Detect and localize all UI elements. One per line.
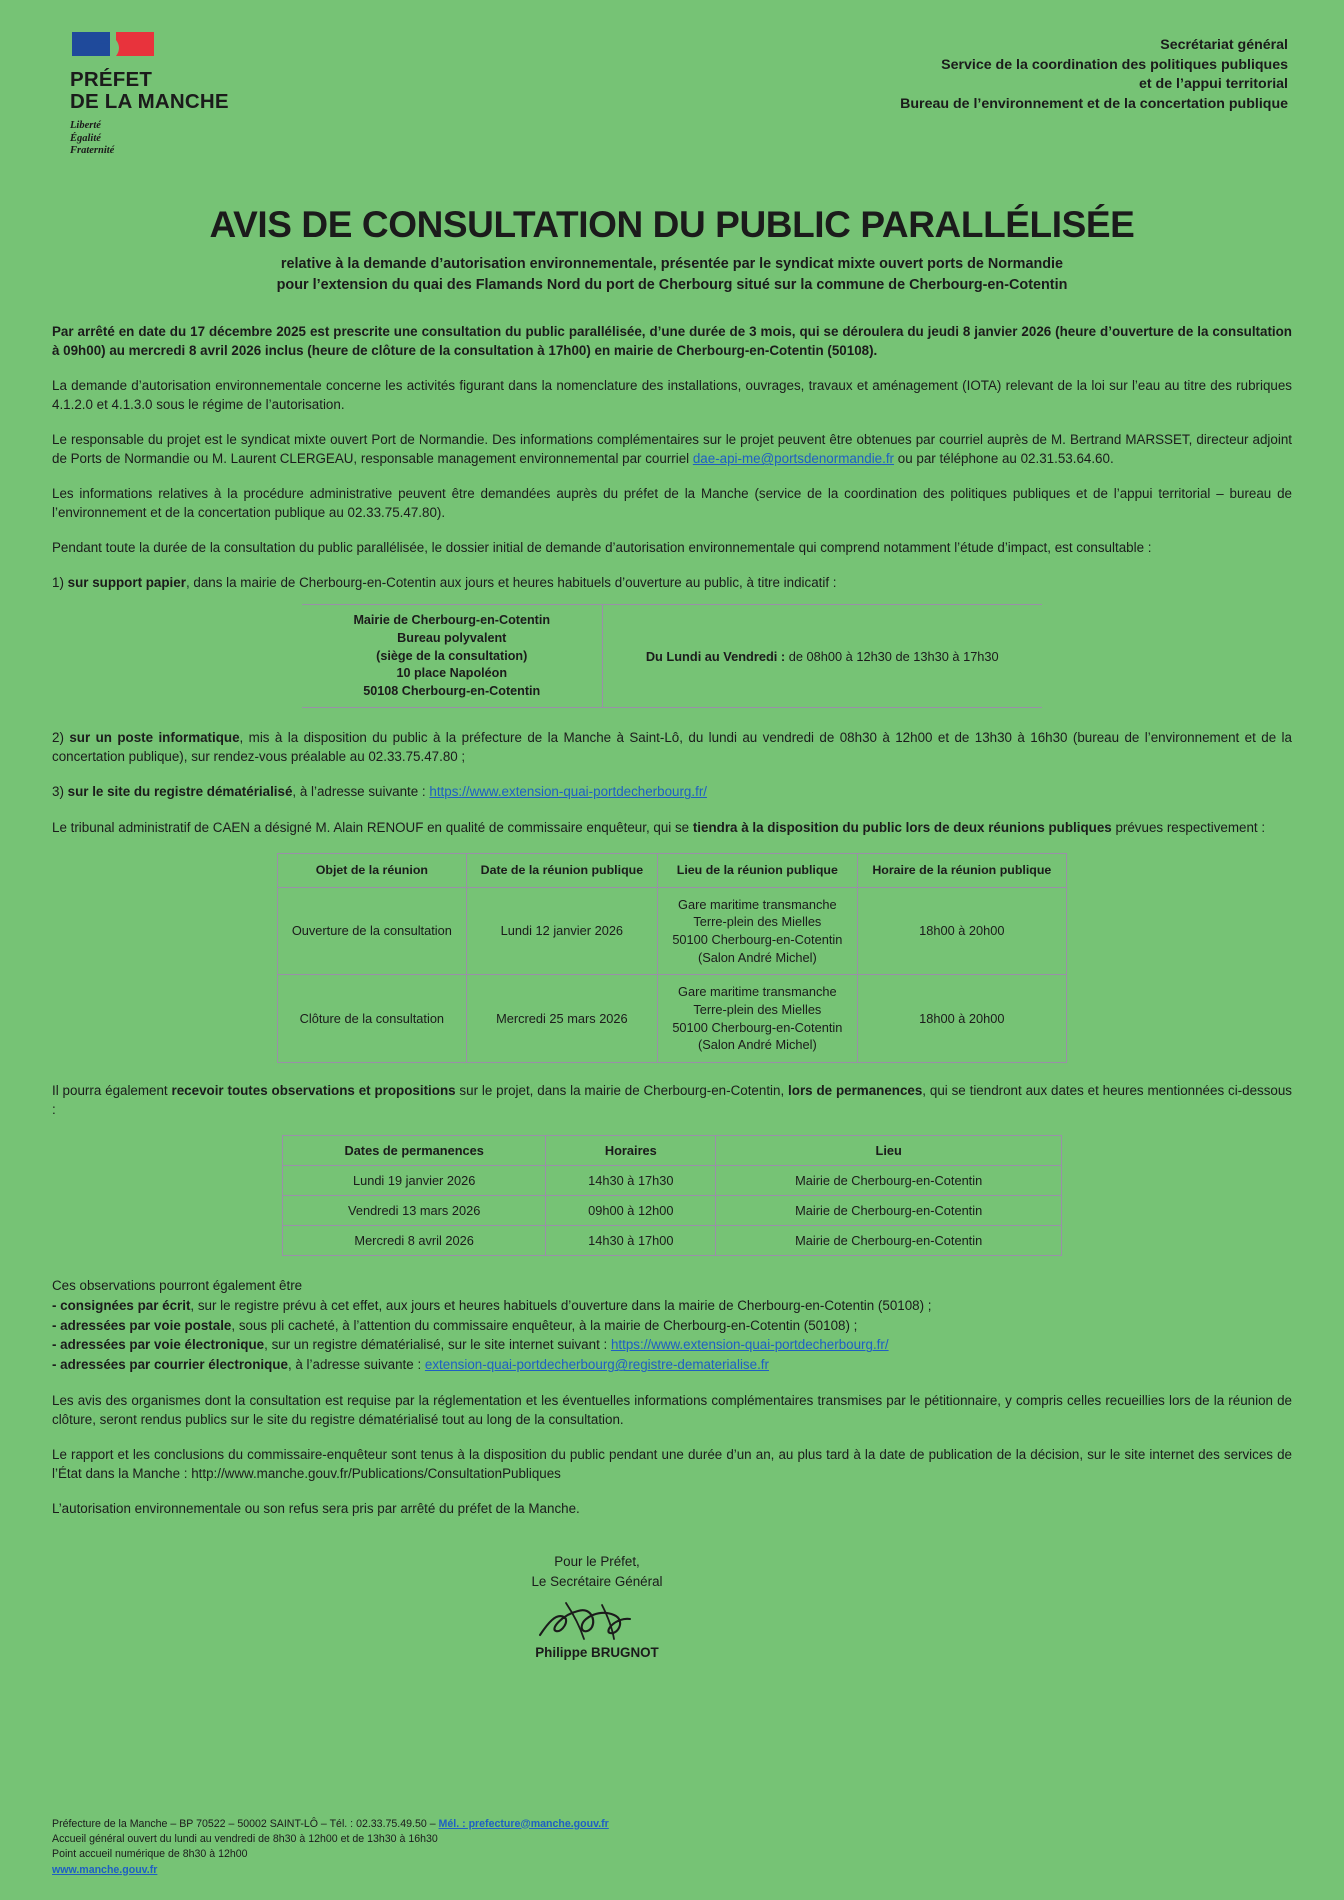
french-republic-flag-logo xyxy=(70,28,162,61)
email-link-dae-api-me[interactable]: dae-api-me@portsdenormandie.fr xyxy=(692,451,895,467)
bullet-courrier-electronique xyxy=(52,1355,1292,1375)
table-row xyxy=(302,605,1042,708)
public-meetings-table xyxy=(277,853,1067,1063)
p7-text-b: sur le projet, dans la mairie de Cherbourg-en-Cotentin, xyxy=(455,1082,789,1098)
republic-motto xyxy=(70,120,286,158)
permanence-cell-horaire: 14h30 à 17h30 xyxy=(546,1165,716,1195)
paragraph-responsable xyxy=(52,430,1292,468)
footer-line-3: Point accueil numérique de 8h30 à 12h00 xyxy=(52,1848,248,1861)
document-header xyxy=(0,0,1344,158)
permanence-cell-date: Vendredi 13 mars 2026 xyxy=(283,1195,546,1225)
permanence-cell-lieu: Mairie de Cherbourg-en-Cotentin xyxy=(716,1225,1062,1255)
table-row xyxy=(283,1165,1062,1195)
prefecture-branding xyxy=(56,28,286,158)
addr-line-2: Bureau polyvalent xyxy=(397,630,507,645)
mairie-address-table xyxy=(302,604,1042,708)
service-line-3: et de l’appui territorial xyxy=(1139,76,1288,93)
paragraph-rapport-conclusions: Le rapport et les conclusions du commissaire-enquêteur sont tenus à la disposition du public pendant une durée d’un an, au plus tard à la date de publication de la décision, sur le site internet des services de l’État dans la Manche : http://www.manche.gouv.fr/Publications/ConsultationPubliques xyxy=(52,1447,1292,1482)
permanence-cell-horaire: 14h30 à 17h00 xyxy=(546,1225,716,1255)
perm-header-dates: Dates de permanences xyxy=(283,1135,546,1165)
addr-line-4: 10 place Napoléon xyxy=(396,666,508,681)
signatory-name: Philippe BRUGNOT xyxy=(535,1645,659,1661)
bullet-2-bold: - adressées par voie postale xyxy=(52,1317,232,1333)
bullet-3-rest: , sur un registre dématérialisé, sur le site internet suivant : xyxy=(264,1337,611,1353)
paragraph-commissaire-enqueteur xyxy=(52,818,1292,837)
paragraph-arrete: Par arrêté en date du 17 décembre 2025 est prescrite une consultation du public parallélisée, d’une durée de 3 mois, qui se déroulera du jeudi 8 janvier 2026 (heure d’ouverture de la consultation à 09h00) au mercredi 8 avril 2026 inclus (heure de clôture de la consultation à 17h00) en mairie de Cherbourg-en-Cotentin (50108). xyxy=(52,323,1292,359)
bullet-4-rest: , à l’adresse suivante : xyxy=(287,1357,425,1373)
paragraph-procedure: Les informations relatives à la procédure administrative peuvent être demandées auprès du préfet de la Manche (service de la coordination des politiques publiques et de l’appui territorial – bureau de l’environnement et de la concertation publique au 02.33.75.47.80). xyxy=(52,486,1292,521)
meet-header-objet: Objet de la réunion xyxy=(278,853,467,887)
meeting-cell-horaire: 18h00 à 20h00 xyxy=(857,975,1066,1063)
p7-bold-2: lors de permanences xyxy=(788,1082,923,1098)
bullet-postale xyxy=(52,1316,1292,1336)
bullet-1-rest: , sur le registre prévu à cet effet, aux jours et heures habituels d’ouverture dans la mairie de Cherbourg-en-Cotentin (50108) ; xyxy=(190,1297,932,1313)
signature-line-1: Pour le Préfet, xyxy=(554,1554,640,1570)
paragraph-avis-organismes: Les avis des organismes dont la consultation est requise par la réglementation et les éventuelles informations complémentaires transmises par le pétitionnaire, y compris celles recueillies lors de la réunion de clôture, seront rendus publics sur le site du registre dématérialisé tout au long de la consultation. xyxy=(52,1393,1292,1428)
bullet-ecrit xyxy=(52,1296,1292,1316)
permanences-table xyxy=(282,1135,1062,1256)
paragraph-autorisation-finale: L’autorisation environnementale ou son refus sera pris par arrêté du préfet de la Manche. xyxy=(52,1501,580,1517)
hours-label: Du Lundi au Vendredi : xyxy=(645,648,786,664)
service-line-4: Bureau de l’environnement et de la concertation publique xyxy=(900,95,1288,112)
item2-rest: , mis à la disposition du public à la préfecture de la Manche à Saint-Lô, du lundi au vendredi de 08h30 à 12h00 et de 13h30 à 16h30 (bureau de l’environnement et de la concertation publique), sur rendez-vous préalable au 02.33.75.47.80 ; xyxy=(52,730,1292,765)
perm-header-horaires: Horaires xyxy=(546,1135,716,1165)
footer-line-1 xyxy=(52,1817,609,1832)
item1-rest: , dans la mairie de Cherbourg-en-Cotentin aux jours et heures habituels d’ouverture au public, à titre indicatif : xyxy=(185,575,837,591)
table-row xyxy=(278,975,1067,1063)
table-row xyxy=(283,1225,1062,1255)
meeting-cell-lieu: Gare maritime transmanche Terre-plein des Mielles 50100 Cherbourg-en-Cotentin (Salon André Michel) xyxy=(658,887,858,975)
addr-line-1: Mairie de Cherbourg-en-Cotentin xyxy=(353,613,551,628)
table-row xyxy=(283,1195,1062,1225)
hours-value: de 08h00 à 12h30 de 13h30 à 17h30 xyxy=(785,648,999,664)
service-line-2: Service de la coordination des politiques publiques xyxy=(941,56,1288,73)
meeting-table-wrapper xyxy=(52,853,1292,1063)
service-block xyxy=(900,28,1288,114)
permanence-cell-date: Lundi 19 janvier 2026 xyxy=(283,1165,546,1195)
meet-header-horaire: Horaire de la réunion publique xyxy=(857,853,1066,887)
addr-line-5: 50108 Cherbourg-en-Cotentin xyxy=(363,683,541,698)
meeting-table-body xyxy=(278,887,1067,1062)
footer-contact-text: Préfecture de la Manche – BP 70522 – 50002 SAINT-LÔ – Tél. : 02.33.75.49.50 – xyxy=(52,1817,439,1830)
paragraph-iota: La demande d’autorisation environnementale concerne les activités figurant dans la nomenclature des installations, ouvrages, travaux et aménagement (IOTA) relevant de la loi sur l’eau au titre des rubriques 4.1.2.0 et 4.1.3.0 sous le régime de l’autorisation. xyxy=(52,378,1292,413)
paragraph-responsable-text-a: Le responsable du projet est le syndicat mixte ouvert Port de Normandie. Des informations complémentaires sur le projet peuvent être obtenues par courriel auprès de M. Bertrand MARSSET, directeur adjoint de Ports de Normandie ou M. Laurent CLERGEAU, responsable management environnemental par courriel xyxy=(52,432,1292,467)
item2-number: 2) xyxy=(52,730,70,746)
bullet-4-email-link[interactable]: extension-quai-portdecherbourg@registre-dematerialise.fr xyxy=(424,1357,769,1373)
subtitle-line-2: pour l’extension du quai des Flamands Nord du port de Cherbourg situé sur la commune de Cherbourg-en-Cotentin xyxy=(276,277,1068,294)
footer-email-link[interactable]: Mél. : prefecture@manche.gouv.fr xyxy=(438,1817,609,1830)
item3-rest: , à l’adresse suivante : xyxy=(292,784,430,800)
item3-number: 3) xyxy=(52,784,68,800)
footer-line-4 xyxy=(52,1863,609,1878)
perm-header-lieu: Lieu xyxy=(716,1135,1062,1165)
bullet-electronique xyxy=(52,1335,1292,1355)
page-title: AVIS DE CONSULTATION DU PUBLIC PARALLÉLISÉE xyxy=(209,204,1135,246)
item2-bold: sur un poste informatique xyxy=(69,730,240,746)
list-item-3-registre-dematerialise xyxy=(52,782,1292,801)
service-line-1: Secrétariat général xyxy=(1160,37,1288,53)
footer-line-2: Accueil général ouvert du lundi au vendredi de 8h30 à 12h00 et de 13h30 à 16h30 xyxy=(52,1832,438,1845)
bullet-1-bold: - consignées par écrit xyxy=(52,1297,191,1313)
permanence-table-body xyxy=(283,1165,1062,1255)
meeting-cell-objet: Ouverture de la consultation xyxy=(278,887,467,975)
signature-block xyxy=(52,1552,1142,1660)
addr-line-3: (siège de la consultation) xyxy=(376,648,528,663)
table-header-row xyxy=(283,1135,1062,1165)
bullet-4-bold: - adressées par courrier électronique xyxy=(52,1357,288,1373)
permanence-cell-horaire: 09h00 à 12h00 xyxy=(546,1195,716,1225)
permanence-table-wrapper xyxy=(52,1135,1292,1256)
table-row xyxy=(278,887,1067,975)
mairie-hours-cell xyxy=(602,605,1042,708)
permanence-cell-date: Mercredi 8 avril 2026 xyxy=(283,1225,546,1255)
list-item-1-support-papier xyxy=(52,573,1292,592)
brand-title xyxy=(70,69,286,113)
motto-liberte: Liberté xyxy=(70,119,101,131)
page-subtitle xyxy=(120,254,1224,296)
meeting-cell-date: Mercredi 25 mars 2026 xyxy=(466,975,657,1063)
item1-bold: sur support papier xyxy=(67,575,186,591)
paragraph-responsable-text-b: ou par téléphone au 02.31.53.64.60. xyxy=(894,451,1114,467)
bullet-3-bold: - adressées par voie électronique xyxy=(52,1337,265,1353)
p7-bold-1: recevoir toutes observations et propositions xyxy=(171,1082,456,1098)
paragraph-permanences-intro xyxy=(52,1081,1292,1119)
observation-methods-list xyxy=(52,1276,1292,1375)
table-header-row xyxy=(278,853,1067,887)
bullets-intro: Ces observations pourront également être xyxy=(52,1277,303,1293)
item1-number: 1) xyxy=(52,575,68,591)
mairie-address-cell xyxy=(302,605,602,708)
list-item-2-poste-informatique xyxy=(52,728,1292,766)
item3-bold: sur le site du registre dématérialisé xyxy=(67,784,293,800)
registre-website-link[interactable]: https://www.extension-quai-portdecherbourg.fr/ xyxy=(429,784,708,800)
p6-bold: tiendra à la disposition du public lors de deux réunions publiques xyxy=(692,819,1112,835)
meeting-cell-horaire: 18h00 à 20h00 xyxy=(857,887,1066,975)
meeting-cell-lieu: Gare maritime transmanche Terre-plein des Mielles 50100 Cherbourg-en-Cotentin (Salon André Michel) xyxy=(658,975,858,1063)
brand-line-1: PRÉFET xyxy=(70,68,153,91)
p6-text-a: Le tribunal administratif de CAEN a désigné M. Alain RENOUF en qualité de commissaire enquêteur, qui se xyxy=(52,819,693,835)
address-table-wrapper xyxy=(52,604,1292,708)
footer-website-link[interactable]: www.manche.gouv.fr xyxy=(52,1863,158,1876)
permanence-cell-lieu: Mairie de Cherbourg-en-Cotentin xyxy=(716,1165,1062,1195)
meet-header-date: Date de la réunion publique xyxy=(466,853,657,887)
motto-egalite: Égalité xyxy=(70,132,101,144)
p6-text-b: prévues respectivement : xyxy=(1111,819,1266,835)
paragraph-dossier: Pendant toute la durée de la consultation du public parallélisée, le dossier initial de demande d’autorisation environnementale qui comprend notamment l’étude d’impact, est consultable : xyxy=(52,540,1152,556)
signature-line-2: Le Secrétaire Général xyxy=(531,1573,663,1589)
document-footer xyxy=(52,1817,609,1878)
bullet-2-rest: , sous pli cacheté, à l’attention du commissaire enquêteur, à la mairie de Cherbourg-en-Cotentin (50108) ; xyxy=(231,1317,858,1333)
permanence-cell-lieu: Mairie de Cherbourg-en-Cotentin xyxy=(716,1195,1062,1225)
p7-text-c: , qui se tiendront aux dates et heures mentionnées ci-dessous : xyxy=(52,1082,1293,1117)
meet-header-lieu: Lieu de la réunion publique xyxy=(658,853,858,887)
document-body xyxy=(0,296,1344,1660)
brand-line-2: DE LA MANCHE xyxy=(70,89,229,113)
meeting-cell-date: Lundi 12 janvier 2026 xyxy=(466,887,657,975)
subtitle-line-1: relative à la demande d’autorisation environnementale, présentée par le syndicat mixte ouvert ports de Normandie xyxy=(280,256,1064,273)
handwritten-signature xyxy=(522,1593,672,1649)
meeting-cell-objet: Clôture de la consultation xyxy=(278,975,467,1063)
motto-fraternite: Fraternité xyxy=(70,145,115,157)
p7-text-a: Il pourra également xyxy=(52,1082,172,1098)
bullet-3-website-link[interactable]: https://www.extension-quai-portdecherbourg.fr/ xyxy=(610,1337,889,1353)
